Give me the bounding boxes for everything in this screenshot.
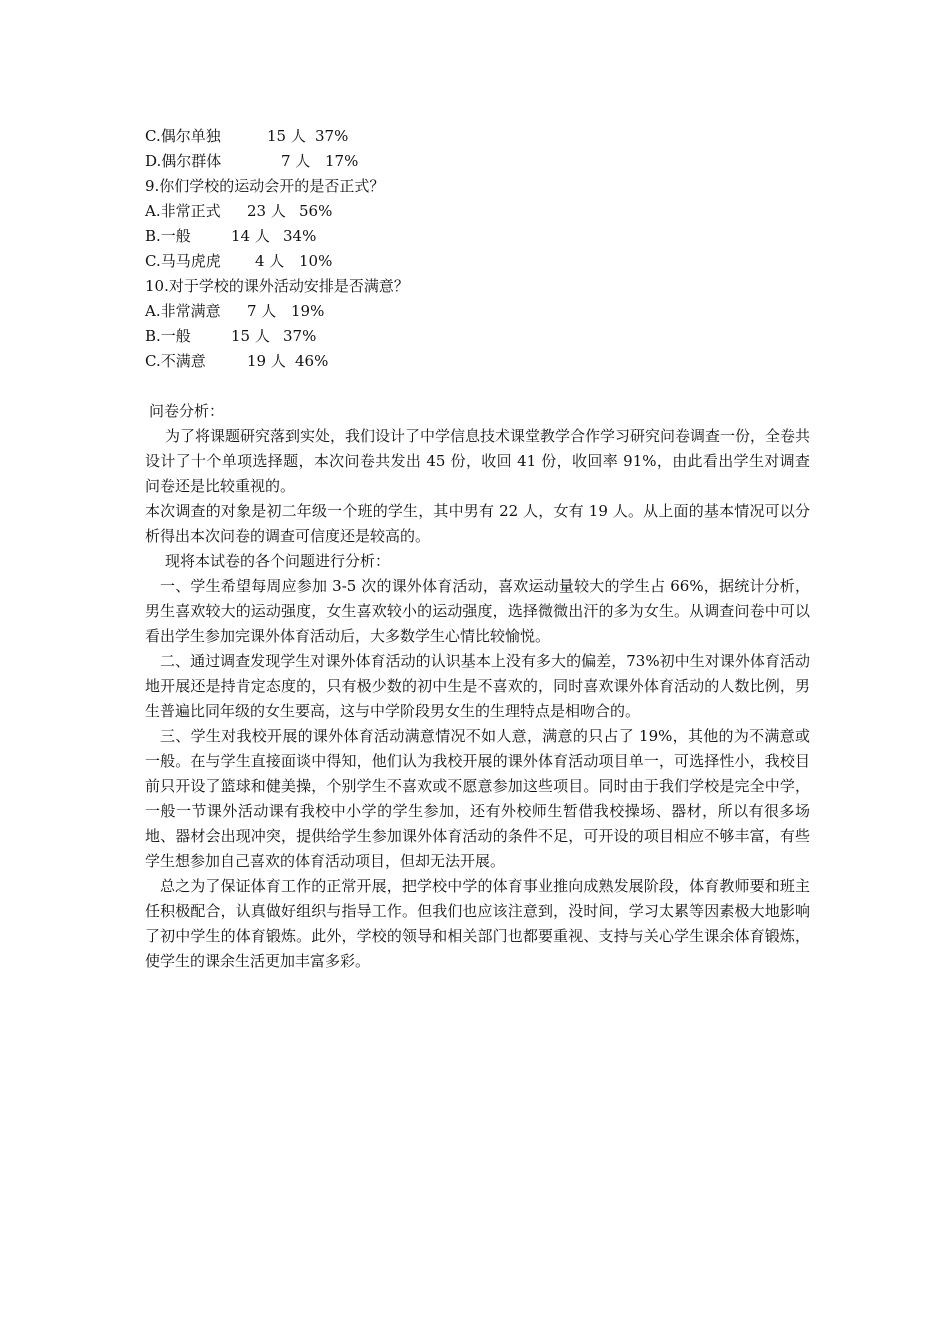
survey-option (145, 199, 545, 224)
analysis-section (145, 398, 810, 974)
analysis-paragraph: 本次调查的对象是初二年级一个班的学生，其中男有 22 人，女有 19 人。从上面的基本情况可以分析得出本次问卷的调查可信度还是较高的。 (145, 502, 810, 545)
option-label: B.一般 (145, 327, 191, 345)
analysis-paragraph: 总之为了保证体育工作的正常开展，把学校中学的体育事业推向成熟发展阶段，体育教师要和班主任积极配合，认真做好组织与指导工作。但我们也应该注意到，没时间，学习太累等因素极大地影响了初中学生的体育锻炼。此外，学校的领导和相关部门也都要重视、支持与关心学生课余体育锻炼，使学生的课余生活更加丰富多彩。 (145, 877, 810, 970)
option-label: B.一般 (145, 227, 191, 245)
option-count: 7 人 (247, 302, 277, 320)
option-count: 19 人 (247, 352, 286, 370)
option-percent: 10% (299, 252, 333, 270)
analysis-paragraph: 三、学生对我校开展的课外体育活动满意情况不如人意，满意的只占了 19%，其他的为不满意或一般。在与学生直接面谈中得知，他们认为我校开展的课外体育活动项目单一，可选择性小，我校目前只开设了篮球和健美操，个别学生不喜欢或不愿意参加这些项目。同时由于我们学校是完全中学，一般一节课外活动课有我校中小学的学生参加，还有外校师生暂借我校操场、器材，所以有很多场地、器材会出现冲突，提供给学生参加课外体育活动的条件不足，可开设的项目相应不够丰富，有些学生想参加自己喜欢的体育活动项目，但却无法开展。 (145, 727, 810, 870)
analysis-heading: 问卷分析： (149, 402, 225, 420)
option-percent: 17% (325, 152, 359, 170)
survey-question: 10.对于学校的课外活动安排是否满意？ (145, 277, 409, 295)
option-percent: 46% (295, 352, 329, 370)
survey-option (145, 124, 545, 149)
survey-option (145, 249, 545, 274)
option-count: 4 人 (255, 252, 285, 270)
option-count: 7 人 (281, 152, 311, 170)
option-label: C.偶尔单独 (145, 127, 221, 145)
option-percent: 56% (299, 202, 333, 220)
survey-results (145, 124, 545, 374)
analysis-paragraph: 一、学生希望每周应参加 3-5 次的课外体育活动，喜欢运动量较大的学生占 66%，据统计分析，男生喜欢较大的运动强度，女生喜欢较小的运动强度，选择微微出汗的多为女生。从调查问卷中可以看出学生参加完课外体育活动后，大多数学生心情比较愉悦。 (145, 577, 810, 645)
option-percent: 37% (283, 327, 317, 345)
option-label: C.不满意 (145, 352, 206, 370)
option-percent: 34% (283, 227, 317, 245)
option-label: D.偶尔群体 (145, 152, 222, 170)
option-label: A.非常正式 (145, 202, 221, 220)
option-count: 15 人 (267, 127, 306, 145)
analysis-paragraph: 为了将课题研究落到实处，我们设计了中学信息技术课堂教学合作学习研究问卷调查一份，全卷共设计了十个单项选择题，本次问卷共发出 45 份，收回 41 份，收回率 91%，由此看出学生对调查问卷还是比较重视的。 (145, 427, 811, 495)
option-percent: 37% (315, 127, 349, 145)
option-count: 14 人 (231, 227, 270, 245)
option-label: A.非常满意 (145, 302, 221, 320)
option-label: C.马马虎虎 (145, 252, 221, 270)
analysis-paragraph: 二、通过调查发现学生对课外体育活动的认识基本上没有多大的偏差，73%初中生对课外体育活动地开展还是持肯定态度的，只有极少数的初中生是不喜欢的，同时喜欢课外体育活动的人数比例，男生普遍比同年级的女生要高，这与中学阶段男女生的生理特点是相吻合的。 (145, 652, 810, 720)
survey-option (145, 224, 545, 249)
option-count: 15 人 (231, 327, 270, 345)
survey-option (145, 349, 545, 374)
survey-question: 9.你们学校的运动会开的是否正式？ (145, 177, 385, 195)
option-percent: 19% (291, 302, 325, 320)
survey-option (145, 324, 545, 349)
analysis-paragraph: 现将本试卷的各个问题进行分析： (165, 552, 391, 570)
survey-option (145, 149, 545, 174)
survey-option (145, 299, 545, 324)
option-count: 23 人 (247, 202, 286, 220)
